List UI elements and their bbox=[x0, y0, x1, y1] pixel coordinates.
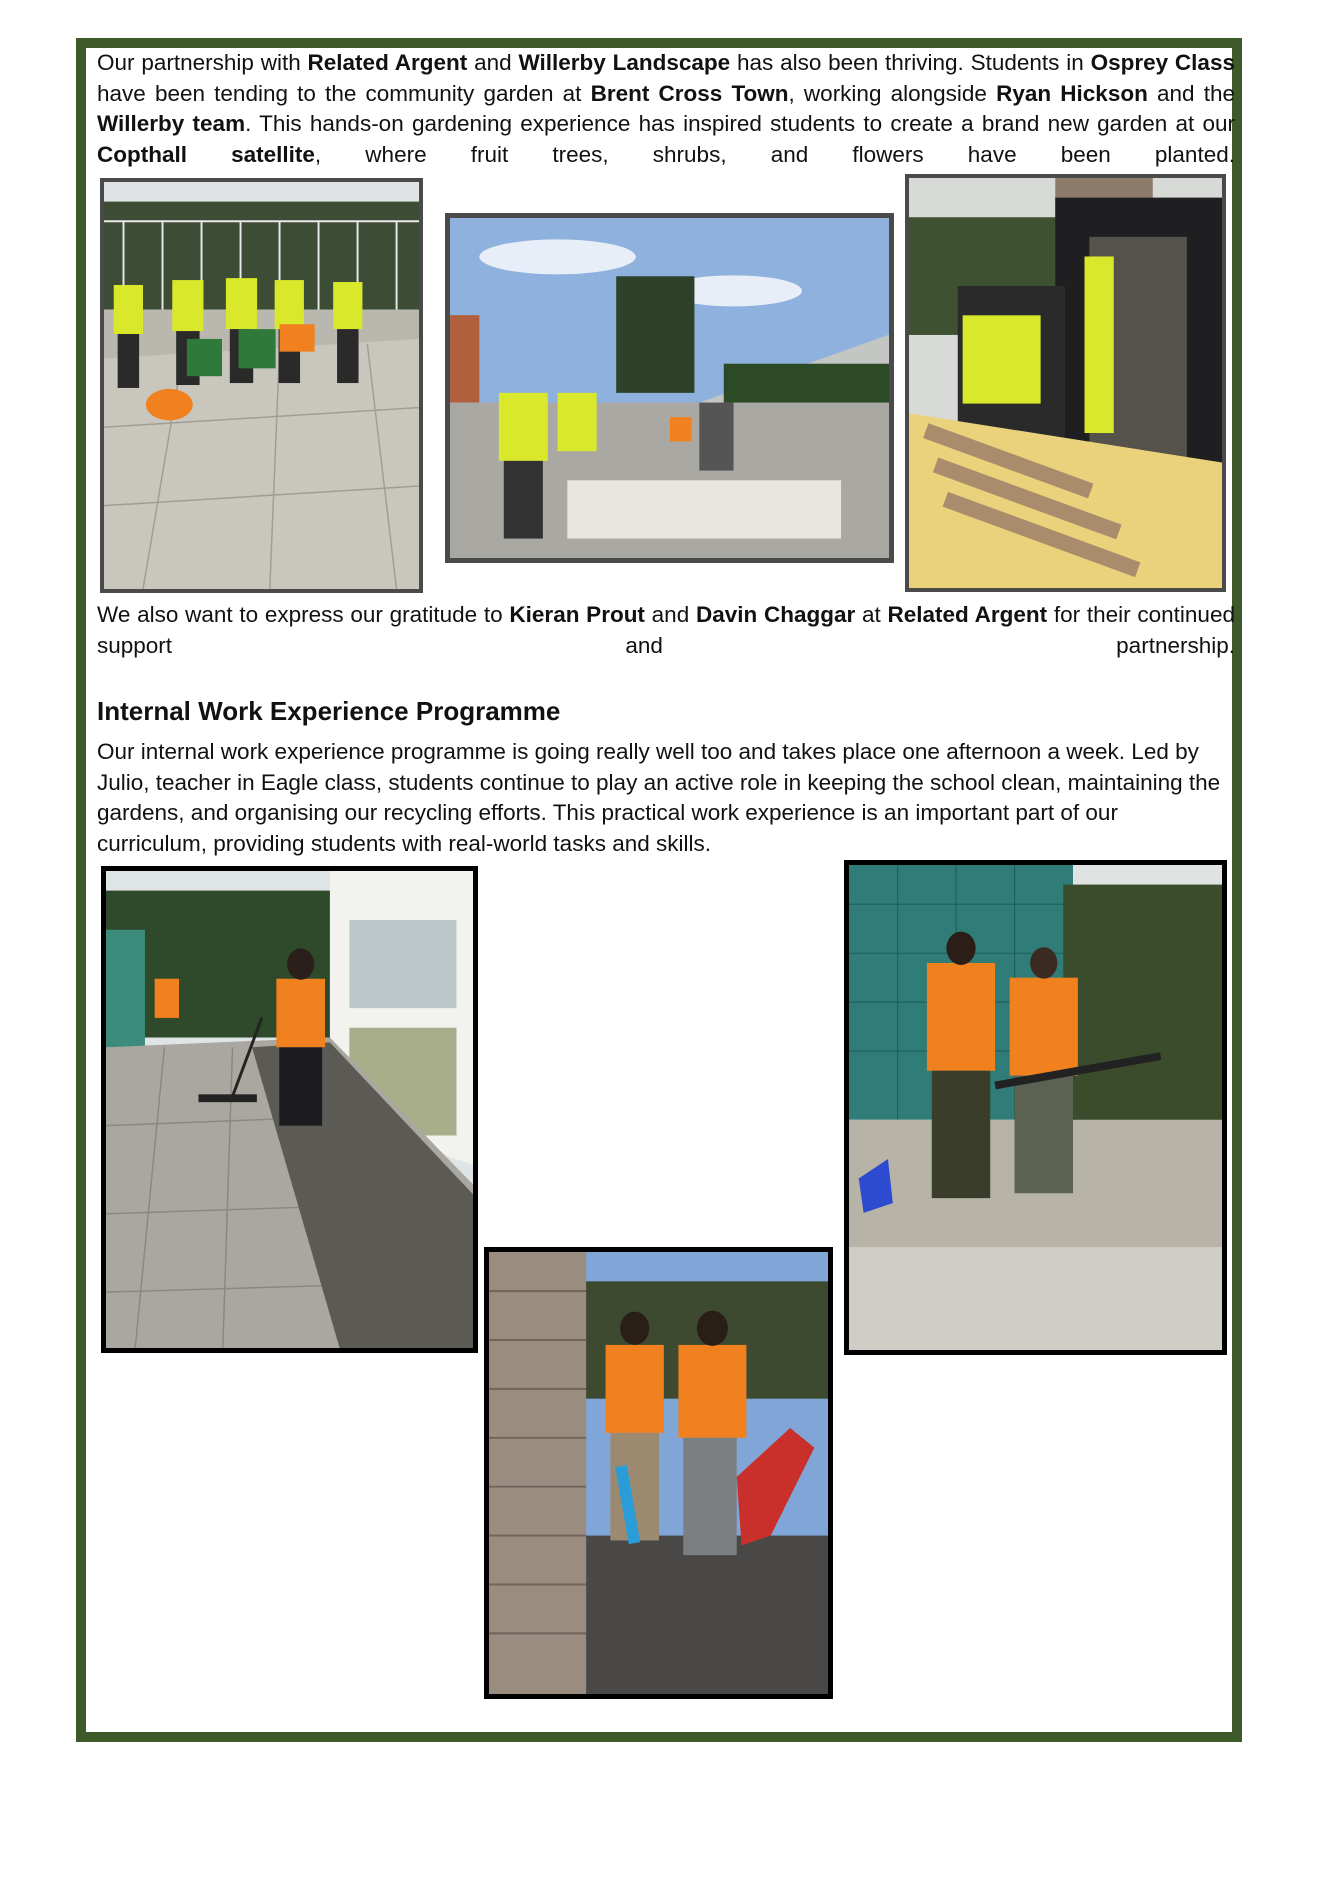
programme-line: Our internal work experience programme is going really well too and takes place one afternoon a week. Led by bbox=[97, 739, 1199, 764]
text-run: have been tending to the community garden at bbox=[97, 80, 591, 106]
text-run: and the bbox=[1147, 80, 1235, 106]
photo-students-with-buckets bbox=[100, 178, 423, 593]
text-run: . This hands-on gardening experience has inspired students to create a brand new garden at our bbox=[245, 111, 1235, 136]
text-run: and bbox=[467, 50, 519, 75]
bold-text-run: Related Argent bbox=[887, 602, 1048, 627]
text-run: and bbox=[644, 602, 696, 627]
bold-text-run: Kieran Prout bbox=[509, 602, 645, 627]
bold-text-run: Davin Chaggar bbox=[695, 602, 856, 627]
text-run: at bbox=[855, 602, 888, 627]
bold-text-run: Ryan Hickson bbox=[996, 80, 1148, 106]
programme-line: Julio, teacher in Eagle class, students continue to play an active role in keeping the school clean, maintaining the bbox=[97, 769, 1221, 795]
bold-text-run: Copthall satellite bbox=[97, 141, 315, 167]
text-run: for their continued support and partnership. bbox=[97, 602, 1235, 658]
programme-paragraph bbox=[97, 737, 1235, 859]
programme-line: curriculum, providing students with real-world tasks and skills. bbox=[97, 830, 711, 856]
bold-text-run: Willerby team bbox=[97, 111, 246, 136]
bold-text-run: Related Argent bbox=[307, 50, 468, 75]
bold-text-run: Willerby Landscape bbox=[518, 50, 731, 75]
gratitude-paragraph bbox=[97, 600, 1235, 692]
bold-text-run: Brent Cross Town bbox=[590, 80, 789, 106]
text-run: , where fruit trees, shrubs, and flowers have been planted. bbox=[314, 141, 1235, 167]
text-run: Our partnership with bbox=[97, 50, 308, 75]
photo-leaf-blower bbox=[484, 1247, 833, 1699]
photo-hedge-trimmer bbox=[844, 860, 1227, 1355]
text-run: has also been thriving. Students in bbox=[730, 50, 1091, 75]
section-heading: Internal Work Experience Programme bbox=[97, 696, 561, 726]
bold-text-run: Osprey Class bbox=[1090, 50, 1235, 75]
photo-woodwork-bench bbox=[905, 174, 1226, 592]
text-run: , working alongside bbox=[788, 80, 997, 106]
photo-student-sweeping bbox=[101, 866, 478, 1353]
text-run: We also want to express our gratitude to bbox=[97, 602, 510, 627]
programme-line: gardens, and organising our recycling efforts. This practical work experience is an important part of our bbox=[97, 800, 1118, 825]
photo-community-garden bbox=[445, 213, 894, 563]
